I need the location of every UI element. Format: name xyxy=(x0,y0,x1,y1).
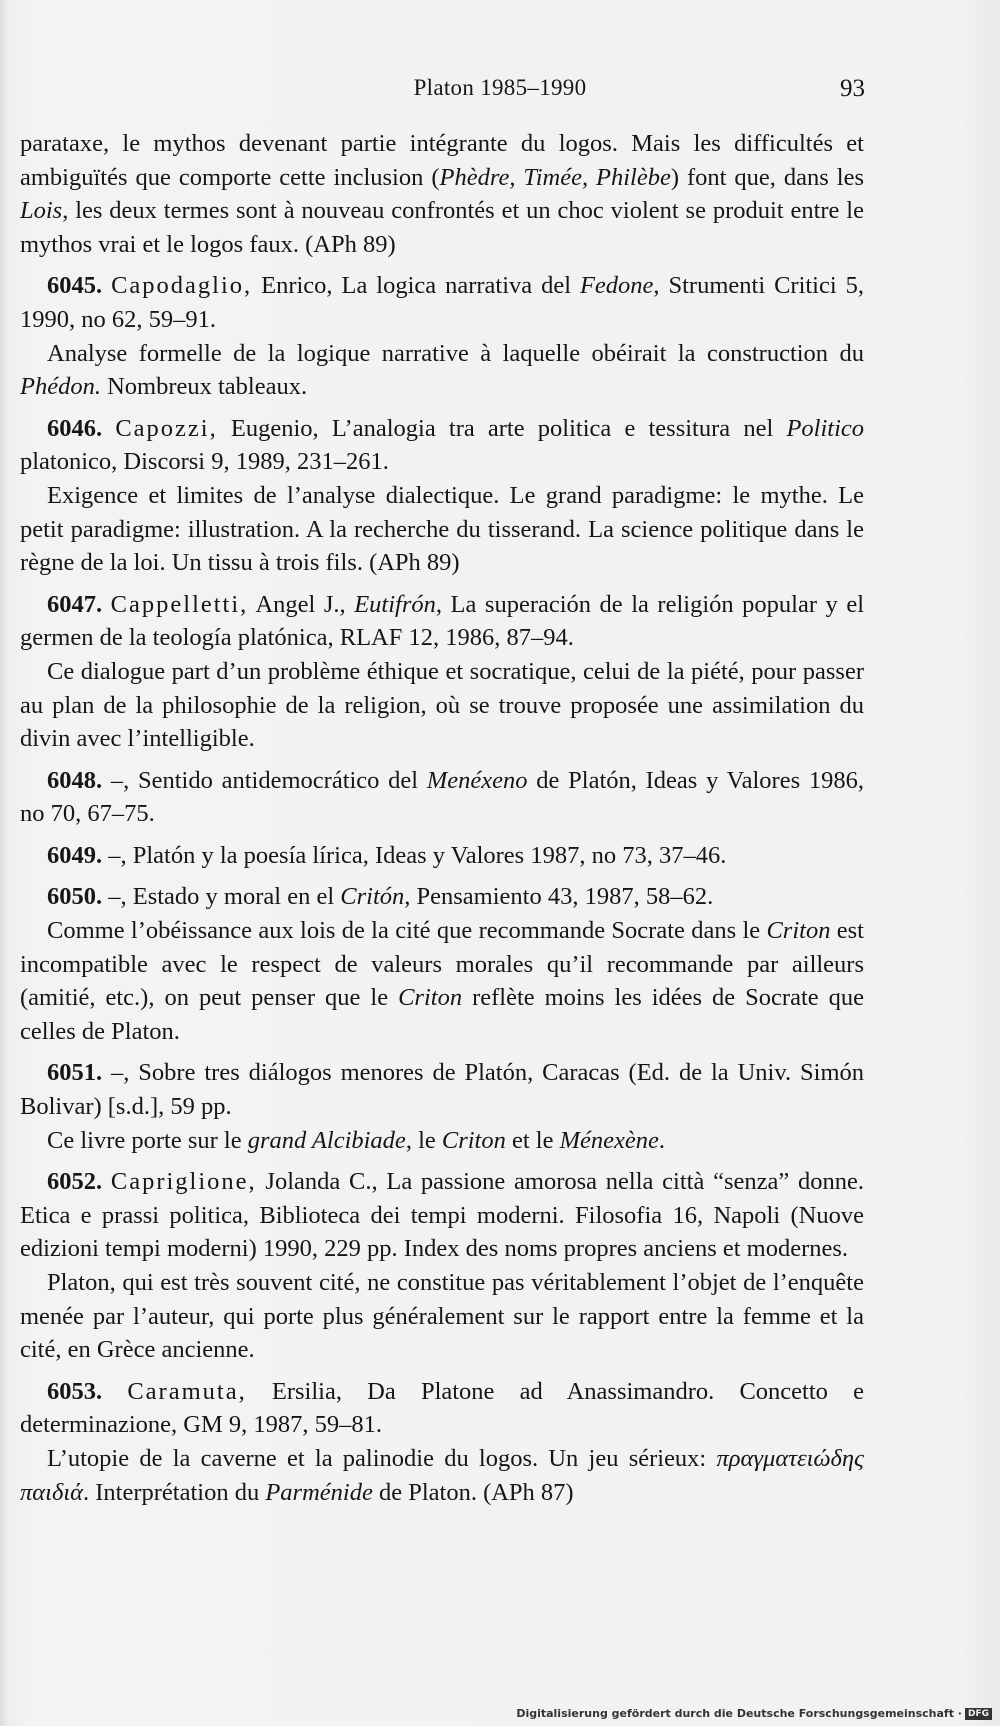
text-run: –, Sentido antidemocrático del xyxy=(102,766,427,794)
text-run: –, Platón y la poesía lírica, Ideas y Valores 1987, no 73, 37–46. xyxy=(102,841,727,869)
italic-title: Parménide xyxy=(265,1478,373,1506)
text-run: Angel J., xyxy=(248,590,355,618)
italic-title: Menéxeno xyxy=(426,766,528,794)
italic-title: Ménexène xyxy=(559,1126,659,1154)
italic-title: Criton xyxy=(766,917,831,945)
text-run: Jolanda C., La passione amorosa nella città “senza” donne. Etica e prassi politica, Biblioteca dei tempi moderni. Filosofia 16, Napoli (Nuove edizioni tempi moderni) 1990, 229 pp. Index des noms propres anciens et modernes. xyxy=(20,1168,864,1263)
text-run: , le xyxy=(405,1126,442,1154)
entry-number: 6050. xyxy=(47,883,103,911)
credit-text: Digitalisierung gefördert durch die Deutsche Forschungsgemeinschaft · xyxy=(516,1707,962,1720)
text-run: –, Sobre tres diálogos menores de Platón, Caracas (Ed. de la Univ. Simón Bolivar) [s.d.], 59 pp. xyxy=(20,1059,864,1121)
text-run: platonico, Discorsi 9, 1989, 231–261. xyxy=(20,448,389,476)
text-run: reflète moins les idées de Socrate que celles de Platon. xyxy=(20,984,864,1045)
entry-abstract: Platon, qui est très souvent cité, ne constitue pas véritablement l’objet de l’enquête menée par l’auteur, qui porte plus généralement sur le rapport entre la femme et la cité, en Grèce ancienne. xyxy=(20,1269,864,1364)
text-run: , les deux termes sont à nouveau confrontés et un choc violent se produit entre le mythos vrai et le logos faux. (APh 89) xyxy=(20,197,864,258)
text-run: Ce livre porte sur le xyxy=(47,1126,248,1154)
entry-6049 xyxy=(20,839,864,873)
text-run: . Interprétation du xyxy=(83,1478,266,1506)
entry-abstract xyxy=(20,337,864,404)
text-run: Comme l’obéissance aux lois de la cité que recommande Socrate dans le xyxy=(47,917,767,945)
entry-6047 xyxy=(20,588,864,756)
entry-6045 xyxy=(20,269,864,403)
entry-author: Capodaglio, xyxy=(111,272,253,300)
entry-author: Capriglione, xyxy=(110,1168,257,1196)
entry-6052 xyxy=(20,1165,864,1367)
italic-title: Phèdre, Timée, Philèbe xyxy=(439,163,671,191)
entry-number: 6052. xyxy=(47,1168,103,1196)
text-run: et le xyxy=(505,1126,560,1154)
text-run: L’utopie de la caverne et la palinodie du logos. Un jeu sérieux: xyxy=(47,1444,717,1472)
entry-number: 6053. xyxy=(47,1377,103,1405)
entry-abstract: Ce dialogue part d’un problème éthique et socratique, celui de la piété, pour passer au plan de la philosophie de la religion, où se trouve proposée une assimilation du divin avec l’intelligible. xyxy=(20,657,864,753)
text-run: de Platon. (APh 87) xyxy=(372,1478,574,1506)
text-run: , Pensamiento 43, 1987, 58–62. xyxy=(404,883,714,911)
entry-number: 6049. xyxy=(47,841,103,869)
entry-author: Capozzi, xyxy=(115,414,218,442)
entry-number: 6048. xyxy=(47,766,103,794)
entry-6053 xyxy=(20,1375,864,1509)
entry-citation xyxy=(20,880,864,914)
entry-6046 xyxy=(20,412,864,580)
italic-title: Politico xyxy=(786,414,865,442)
text-run: est incompatible avec le respect de valeurs morales qu’il recommande par ailleurs (amitié, etc.), on peut penser que le xyxy=(20,917,864,1012)
entry-citation xyxy=(20,269,864,336)
entry-6050 xyxy=(20,880,864,1048)
entry-citation xyxy=(20,1375,864,1442)
page-number: 93 xyxy=(840,75,865,102)
entry-abstract xyxy=(20,1442,864,1509)
italic-title: Criton xyxy=(441,1126,506,1154)
entry-number: 6045. xyxy=(47,272,103,300)
entry-number: 6046. xyxy=(47,414,103,442)
text-run: –, Estado y moral en el xyxy=(102,883,341,911)
italic-title: Fedone xyxy=(579,272,654,300)
italic-title: Criton xyxy=(398,984,463,1012)
italic-title: Eutifrón xyxy=(354,590,436,618)
entry-number: 6047. xyxy=(47,590,103,618)
italic-title: grand Alcibiade xyxy=(247,1126,406,1154)
digitization-credit xyxy=(516,1707,992,1720)
body-text xyxy=(20,127,864,1509)
text-run: , La superación de la religión popular y el germen de la teología platónica, RLAF 12, 1986, 87–94. xyxy=(20,590,865,652)
italic-title: Phédon. xyxy=(20,373,101,401)
text-run: Analyse formelle de la logique narrative à laquelle obéirait la construction du xyxy=(47,339,864,367)
greek-phrase: πραγματειώδης παιδιά xyxy=(20,1444,864,1506)
entry-author: Caramuta, xyxy=(127,1377,247,1405)
entry-citation xyxy=(20,764,864,831)
italic-title: Critón xyxy=(340,883,405,911)
entry-citation xyxy=(20,839,864,873)
entry-abstract: Exigence et limites de l’analyse dialectique. Le grand paradigme: le mythe. Le petit paradigme: illustration. A la recherche du tisserand. La science politique dans le règne de la loi. Un tissu à trois fils. (APh 89) xyxy=(20,481,864,577)
text-run: Enrico, La logica narrativa del xyxy=(252,272,580,300)
entry-6051 xyxy=(20,1056,864,1157)
entry-abstract xyxy=(20,1124,864,1158)
running-head xyxy=(0,75,1000,109)
text-run: de Platón, Ideas y Valores 1986, no 70, 67–75. xyxy=(20,766,865,828)
text-run: Eugenio, L’analogia tra arte politica e tessitura nel xyxy=(217,414,787,442)
entry-6048 xyxy=(20,764,864,831)
text-run: . xyxy=(658,1126,666,1154)
entry-citation xyxy=(20,588,864,655)
entry-abstract xyxy=(20,914,864,1048)
text-run: ) font que, dans les xyxy=(670,163,864,191)
text-run: , Strumenti Critici 5, 1990, no 62, 59–91. xyxy=(20,272,864,333)
italic-title: Lois xyxy=(20,197,63,225)
running-title: Platon 1985–1990 xyxy=(413,75,587,100)
text-run: Nombreux tableaux. xyxy=(100,373,308,401)
text-run: parataxe, le mythos devenant partie intégrante du logos. Mais les difficultés et ambiguïtés que comporte cette inclusion ( xyxy=(20,130,864,191)
entry-number: 6051. xyxy=(47,1059,103,1087)
entry-citation xyxy=(20,1165,864,1266)
text-run: Ersilia, Da Platone ad Anassimandro. Concetto e determinazione, GM 9, 1987, 59–81. xyxy=(20,1377,864,1439)
entry-author: Cappelletti, xyxy=(110,590,249,618)
entry-citation xyxy=(20,412,864,479)
continued-paragraph xyxy=(20,127,864,261)
entry-citation xyxy=(20,1056,864,1123)
dfg-logo: DFG xyxy=(965,1708,992,1720)
